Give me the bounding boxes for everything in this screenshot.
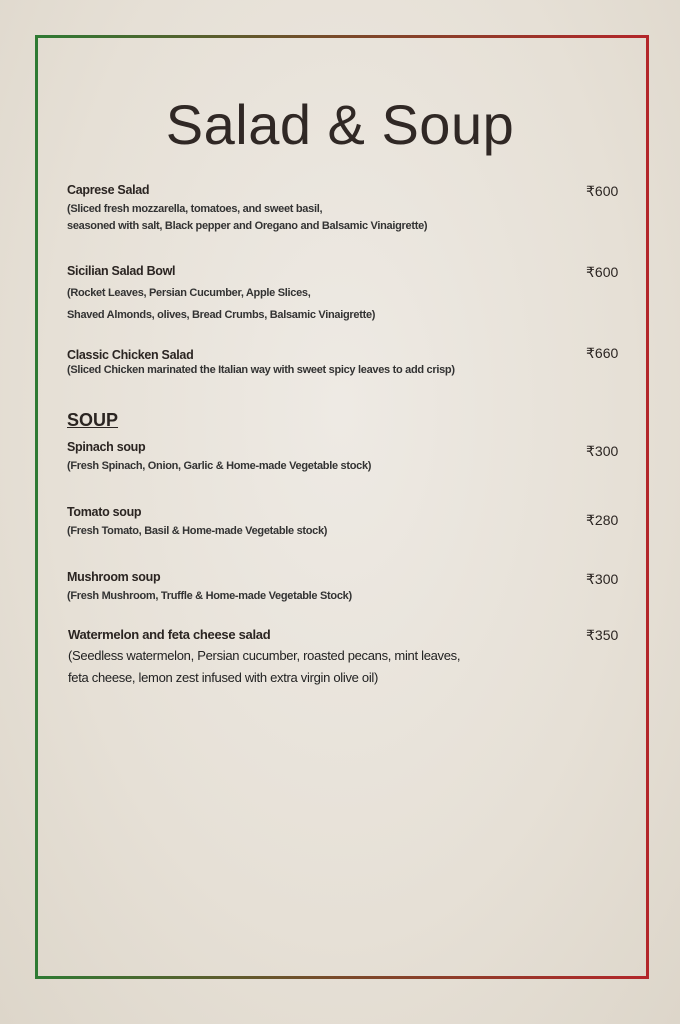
item-desc: (Rocket Leaves, Persian Cucumber, Apple Slices, Shaved Almonds, olives, Bread Crumbs, Balsamic Vinaigrette) <box>67 287 376 321</box>
item-name: Spinach soup <box>67 440 146 454</box>
page-title: Salad & Soup <box>165 93 515 156</box>
menu-item-tomato-soup <box>67 505 617 540</box>
menu-item-caprese <box>67 183 617 235</box>
item-name: Mushroom soup <box>67 570 161 584</box>
item-price: ₹300 <box>586 571 619 587</box>
item-name: Tomato soup <box>67 505 142 519</box>
item-price: ₹300 <box>586 443 619 459</box>
item-name: Watermelon and feta cheese salad <box>68 627 271 642</box>
item-desc: (Fresh Mushroom, Truffle & Home-made Vegetable Stock) <box>67 590 352 602</box>
item-price: ₹600 <box>586 183 619 199</box>
item-desc: (Fresh Tomato, Basil & Home-made Vegetable stock) <box>67 525 328 537</box>
item-desc: (Fresh Spinach, Onion, Garlic & Home-made Vegetable stock) <box>67 460 372 472</box>
menu-item-mushroom-soup <box>67 570 617 605</box>
item-desc: (Sliced fresh mozzarella, tomatoes, and sweet basil, seasoned with salt, Black pepper and Oregano and Balsamic Vinaigrette) <box>67 203 428 232</box>
item-price: ₹660 <box>586 345 619 361</box>
item-name: Classic Chicken Salad <box>67 348 194 362</box>
section-heading-soup: SOUP <box>67 410 119 430</box>
item-desc: (Sliced Chicken marinated the Italian way with sweet spicy leaves to add crisp) <box>67 364 455 376</box>
item-name: Caprese Salad <box>67 183 150 197</box>
item-price: ₹280 <box>586 512 619 528</box>
menu-item-watermelon-salad <box>68 627 618 689</box>
item-price: ₹600 <box>586 264 619 280</box>
menu-item-chicken-salad <box>67 348 617 379</box>
item-price: ₹350 <box>586 627 619 643</box>
menu-item-spinach-soup <box>67 440 617 475</box>
item-name: Sicilian Salad Bowl <box>67 264 176 278</box>
item-desc: (Seedless watermelon, Persian cucumber, roasted pecans, mint leaves, feta cheese, lemon zest infused with extra virgin olive oil) <box>68 648 461 685</box>
menu-item-sicilian <box>67 264 617 326</box>
